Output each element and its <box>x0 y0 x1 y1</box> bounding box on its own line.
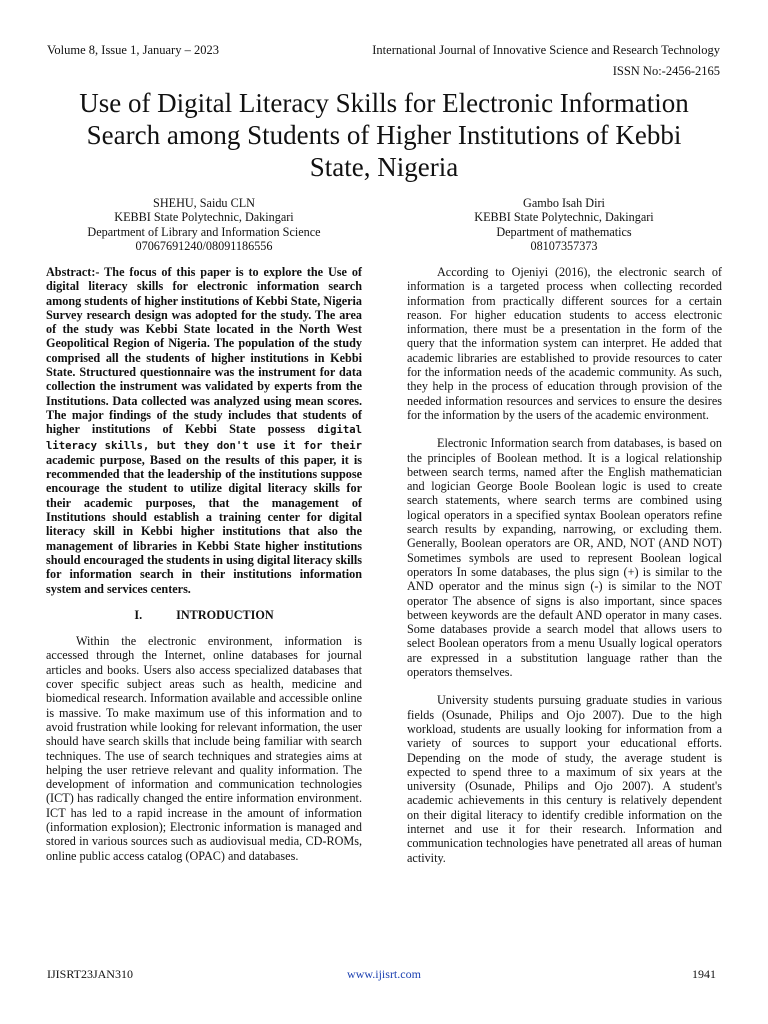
body-paragraph: Electronic Information search from databases, is based on the principles of Boolean method. It is a logical relationship between search terms, named after the English mathematician and logician George Boole Boolean logic is used to create search statements, where search terms are combined using logical operators in a specified syntax Boolean operators refine search results by expanding, narrowing, or excluding them. Generally, Boolean operators are OR, AND, NOT (AND NOT) Sometimes symbols are used to represent Boolean logical operators In some databases, the plus sign (+) is similar to the AND operator and the minus sign (-) is similar to the NOT operator The absence of signs is also important, since spaces between keywords are the default AND operator in many cases. Some databases provide a search model that allows users to select Boolean operators from a menu Usually logical operators are expressed in a substitution language rather than the operators themselves. <box>407 436 722 680</box>
author-phone: 07067691240/08091186556 <box>135 239 273 254</box>
section-title: INTRODUCTION <box>176 607 274 622</box>
abstract <box>46 265 362 596</box>
section-heading <box>46 608 362 622</box>
page-number: 1941 <box>692 967 716 981</box>
abstract-text-mono: digital literacy skills, but they don't use it for their <box>46 424 362 452</box>
journal-name: International Journal of Innovative Science and Research Technology <box>372 43 720 57</box>
volume-issue: Volume 8, Issue 1, January – 2023 <box>47 43 219 57</box>
body-paragraph: Within the electronic environment, information is accessed through the Internet, online databases for journal articles and books. Users also access specialized databases that cover specific subject areas such as health, medicine and biomedical research. Information available and accessible online is massive. To make maximum use of this information and to avoid frustration while looking for relevant information, the user should have search skills that include being familiar with search techniques. The use of search techniques and strategies aims at helping the user retrieve relevant and quality information. The development of information and communication technologies (ICT) has radically changed the entire information environment. ICT has led to a rapid increase in the amount of information (information explosion); Electronic information is managed and stored in various sources such as audiovisual media, CD-ROMs, online public access catalog (OPAC) and databases. <box>46 634 362 863</box>
author-block-2 <box>404 196 724 254</box>
paper-title: Use of Digital Literacy Skills for Electronic Information Search among Students of Higher Institutions of Kebbi State, Nigeria <box>79 88 689 182</box>
website-link[interactable]: www.ijisrt.com <box>347 967 421 981</box>
left-column <box>46 265 362 863</box>
body-paragraph: University students pursuing graduate studies in various fields (Osunade, Philips and Ojo 2007). Due to the high workload, students are usually looking for information from a variety of sources to support your educational efforts. Depending on the mode of study, the average student is expected to spend three to a maximum of six years at the university (Osunade, Philips and Ojo 2007). A student's academic achievements in this century is relatively dependent on their digital literacy to identify credible information on the internet and use it for their research. Information and communication technologies have penetrated all areas of human activity. <box>407 693 722 865</box>
author-phone: 08107357373 <box>530 239 598 254</box>
author-institution: KEBBI State Polytechnic, Dakingari <box>474 210 654 225</box>
abstract-text-1: Abstract:- The focus of this paper is to explore the Use of digital literacy skills for electronic information search among students of higher institutions of Kebbi State, Nigeria Survey research design was adopted for the study. The area of the study was Kebbi State located in the North West Geopolitical Region of Nigeria. The population of the study comprised all the students of higher institutions in Kebbi State. Structured questionnaire was the instrument for data collection the instrument was validated by experts from the Institutions. Data collected was analyzed using mean scores. The major findings of the study includes that students of higher institutions of Kebbi State possess <box>46 265 362 437</box>
abstract-text-2: academic purpose, Based on the results of this paper, it is recommended that the leadership of the institutions suppose encourage the student to utilize digital literacy skills for their academic purposes, that the management of Institutions should establish a training center for digital literacy skill in Kebbi higher institutions that also the management of libraries in Kebbi State higher institutions should encouraged the students in using digital literacy skills for information search in their institutions information system and services centers. <box>46 452 362 596</box>
issn: ISSN No:-2456-2165 <box>612 64 720 78</box>
section-number: I. <box>134 607 143 622</box>
author-department: Department of mathematics <box>496 224 632 239</box>
author-name: SHEHU, Saidu CLN <box>153 196 255 210</box>
paper-code: IJISRT23JAN310 <box>47 967 133 981</box>
author-block-1 <box>48 196 360 254</box>
author-institution: KEBBI State Polytechnic, Dakingari <box>114 210 294 225</box>
right-column <box>407 265 722 865</box>
author-name: Gambo Isah Diri <box>523 196 605 210</box>
author-department: Department of Library and Information Science <box>87 224 321 239</box>
body-paragraph: According to Ojeniyi (2016), the electronic search of information is a targeted process when collecting recorded information from practically different sources for a certain reason. For higher education students to access electronic information, there must be a presentation in the form of the query that the information system can interpret. He added that academic libraries are established to provide resources to cater for the information needs of the academic community. As such, they help in the process of education through provision of the needed information resources and services to ensure the desires for the information by the users of the academic environment. <box>407 265 722 422</box>
